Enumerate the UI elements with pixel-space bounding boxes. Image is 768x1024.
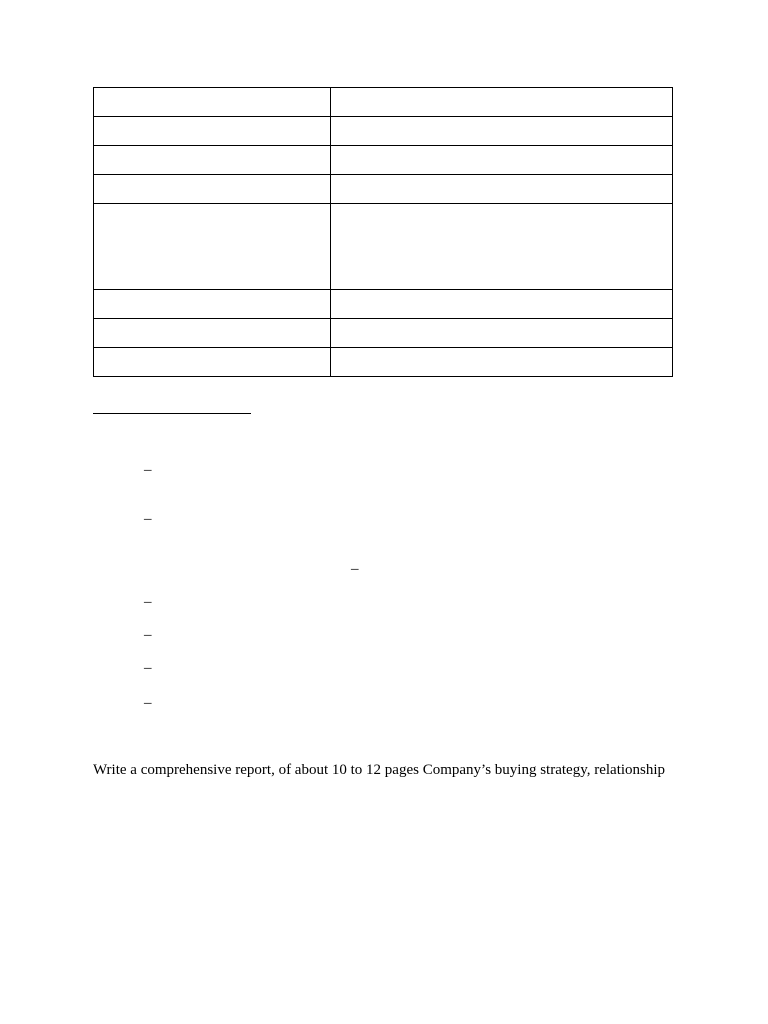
table-cell xyxy=(94,319,331,348)
table-cell xyxy=(331,117,673,146)
table-row xyxy=(94,290,673,319)
list-item-dash: – xyxy=(144,660,152,676)
table-row xyxy=(94,319,673,348)
table-row xyxy=(94,117,673,146)
table-row xyxy=(94,146,673,175)
table-cell xyxy=(331,319,673,348)
list-item-dash: – xyxy=(351,561,359,577)
table-cell xyxy=(94,348,331,377)
table-cell xyxy=(331,88,673,117)
table-cell xyxy=(94,204,331,290)
section-heading-underline xyxy=(93,413,251,414)
table-cell xyxy=(331,290,673,319)
info-table xyxy=(93,87,673,377)
table-row xyxy=(94,348,673,377)
table-cell xyxy=(331,204,673,290)
table-cell xyxy=(94,175,331,204)
table-row xyxy=(94,175,673,204)
list-item-dash: – xyxy=(144,511,152,527)
list-item-dash: – xyxy=(144,594,152,610)
table-row xyxy=(94,204,673,290)
table-cell xyxy=(94,290,331,319)
table-row xyxy=(94,88,673,117)
table-cell xyxy=(94,146,331,175)
table-cell xyxy=(331,146,673,175)
list-item-dash: – xyxy=(144,695,152,711)
table-cell xyxy=(331,348,673,377)
table-cell xyxy=(94,88,331,117)
report-instruction-paragraph: Write a comprehensive report, of about 10 to 12 pages Company’s buying strategy, relationship xyxy=(93,762,666,778)
list-item-dash: – xyxy=(144,627,152,643)
list-item-dash: – xyxy=(144,462,152,478)
table-cell xyxy=(331,175,673,204)
table-cell xyxy=(94,117,331,146)
